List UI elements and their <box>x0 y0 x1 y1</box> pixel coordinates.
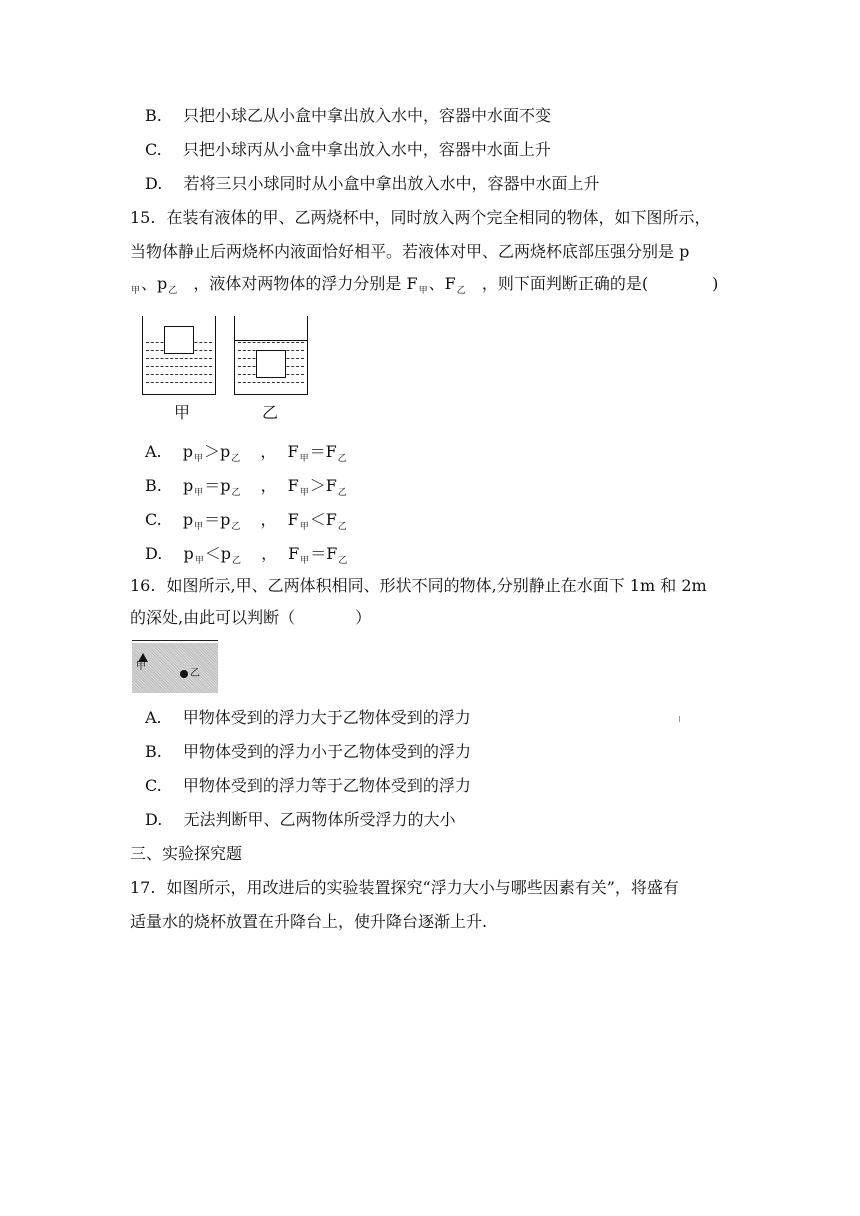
text: F <box>287 442 299 461</box>
label-yi: 乙 <box>190 668 200 679</box>
text: ） <box>355 608 372 627</box>
text: ＝p <box>204 476 231 495</box>
section-title: 三、实验探究题 <box>130 844 243 863</box>
option-letter: B. <box>145 106 162 125</box>
subscript: 乙 <box>337 488 347 498</box>
subscript: 甲 <box>131 286 141 296</box>
option-letter: A. <box>145 442 162 461</box>
text: ， <box>260 442 277 461</box>
subscript: 甲 <box>193 454 203 464</box>
subscript: 乙 <box>231 522 241 532</box>
subscript: 甲 <box>299 522 309 532</box>
text: p <box>182 510 194 529</box>
q15-stem-line3 <box>130 274 718 297</box>
block-jia <box>164 326 194 354</box>
text: ＝F <box>309 442 337 461</box>
q14-option-d <box>145 174 599 194</box>
q16-option-a <box>145 708 471 728</box>
option-letter: C. <box>145 510 162 529</box>
option-letter: C. <box>145 776 162 795</box>
q16-option-d <box>145 810 455 830</box>
option-letter: D. <box>145 174 163 193</box>
text: 的深处,由此可以判断（ <box>130 608 296 627</box>
text: ＜p <box>204 544 231 563</box>
text: 、p <box>141 274 168 293</box>
option-letter: B. <box>145 742 162 761</box>
option-text: 若将三只小球同时从小盒中拿出放入水中，容器中水面上升 <box>183 174 600 193</box>
subscript: 甲 <box>299 488 309 498</box>
q17-stem-line1 <box>130 878 679 898</box>
text: ) <box>712 274 719 293</box>
scan-mark <box>679 716 680 722</box>
text: ＞F <box>309 476 337 495</box>
question-number: 16. <box>130 576 156 595</box>
subscript: 乙 <box>231 488 241 498</box>
subscript: 乙 <box>231 556 241 566</box>
option-text: 甲物体受到的浮力等于乙物体受到的浮力 <box>182 776 471 795</box>
q17-stem-line2: 适量水的烧杯放置在升降台上，使升降台逐渐上升. <box>130 912 488 931</box>
text: ＝p <box>204 510 231 529</box>
subscript: 甲 <box>194 556 204 566</box>
option-letter: A. <box>145 708 162 727</box>
subscript: 乙 <box>456 286 466 296</box>
option-letter: C. <box>145 140 162 159</box>
question-text: 在装有液体的甲、乙两烧杯中，同时放入两个完全相同的物体，如下图所示， <box>166 208 711 227</box>
text: F <box>288 544 300 563</box>
subscript: 甲 <box>194 488 204 498</box>
text: ，则下面判断正确的是( <box>481 274 649 293</box>
text: ，液体对两物体的浮力分别是 F <box>193 274 418 293</box>
q15-option-a <box>145 442 348 465</box>
option-letter: D. <box>145 810 163 829</box>
object-yi-ball <box>180 670 188 678</box>
option-text: 无法判断甲、乙两物体所受浮力的大小 <box>183 810 456 829</box>
subscript: 甲 <box>300 556 310 566</box>
subscript: 乙 <box>337 454 347 464</box>
q14-option-c <box>145 140 551 160</box>
q16-option-b <box>145 742 471 762</box>
text: p <box>183 544 194 563</box>
q15-option-d <box>145 544 348 567</box>
option-text: 甲物体受到的浮力大于乙物体受到的浮力 <box>182 708 471 727</box>
subscript: 乙 <box>231 454 241 464</box>
q15-option-c <box>145 510 348 533</box>
subscript: 甲 <box>418 286 428 296</box>
text: p <box>182 476 194 495</box>
subscript: 乙 <box>337 522 347 532</box>
text: ， <box>260 476 277 495</box>
text: p <box>182 442 193 461</box>
subscript: 乙 <box>168 286 178 296</box>
q16-stem-line1 <box>130 576 707 596</box>
question-text: 如图所示,甲、乙两体积相同、形状不同的物体,分别静止在水面下 1m 和 2m <box>166 576 707 595</box>
text: F <box>287 510 299 529</box>
q16-option-c <box>145 776 471 796</box>
question-number: 15. <box>130 208 156 227</box>
option-letter: B. <box>145 476 162 495</box>
text: ＝F <box>310 544 338 563</box>
subscript: 甲 <box>299 454 309 464</box>
option-text: 只把小球乙从小盒中拿出放入水中，容器中水面不变 <box>182 106 551 125</box>
q14-option-b <box>145 106 551 126</box>
q15-stem-line2: 当物体静止后两烧杯内液面恰好相平。若液体对甲、乙两烧杯底部压强分别是 p <box>130 242 690 261</box>
option-text: 甲物体受到的浮力小于乙物体受到的浮力 <box>182 742 471 761</box>
label-yi: 乙 <box>262 403 279 422</box>
option-letter: D. <box>145 544 163 563</box>
water-figure <box>132 640 218 694</box>
text: ， <box>260 510 277 529</box>
question-text: 如图所示，用改进后的实验装置探究“浮力大小与哪些因素有关”，将盛有 <box>166 878 679 897</box>
subscript: 乙 <box>338 556 348 566</box>
label-jia: 甲 <box>136 661 146 672</box>
beakers-figure <box>140 312 310 422</box>
q15-option-b <box>145 476 348 499</box>
text: ＞p <box>204 442 231 461</box>
subscript: 甲 <box>194 522 204 532</box>
option-text: 只把小球丙从小盒中拿出放入水中，容器中水面上升 <box>182 140 551 159</box>
text: ＜F <box>309 510 337 529</box>
text: ， <box>261 544 278 563</box>
q16-stem-line2 <box>130 608 371 628</box>
text: 、F <box>428 274 456 293</box>
q15-stem-line1 <box>130 208 711 228</box>
text: F <box>287 476 299 495</box>
block-yi <box>256 350 286 378</box>
question-number: 17. <box>130 878 156 897</box>
label-jia: 甲 <box>174 403 191 422</box>
